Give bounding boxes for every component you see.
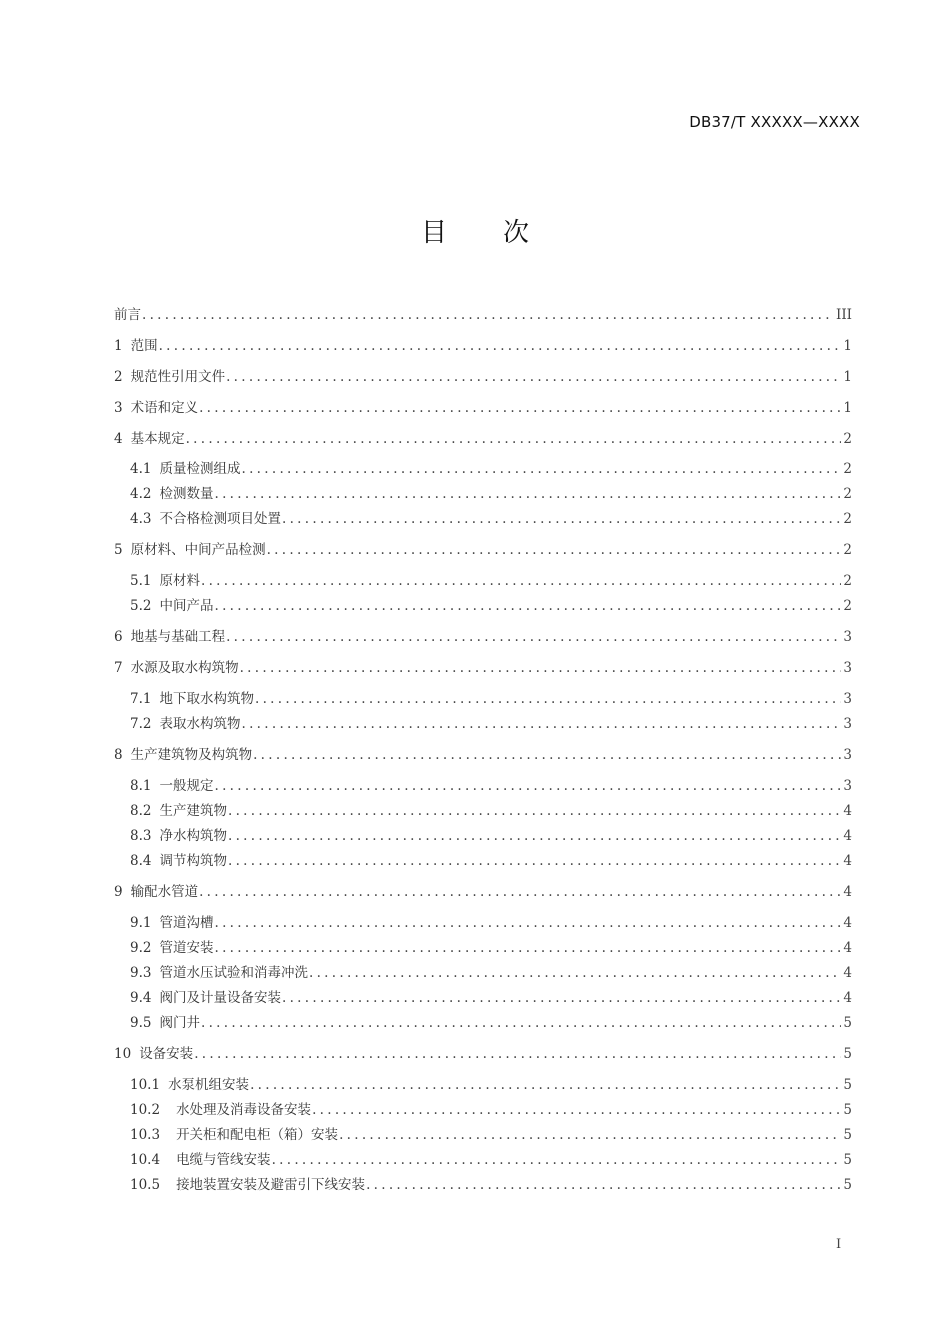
toc-entry-number: 10.4 xyxy=(130,1152,161,1168)
toc-entry-number: 10 xyxy=(114,1046,132,1062)
toc-dot-leader xyxy=(309,962,841,984)
toc-entry-number: 5.2 xyxy=(130,598,152,614)
toc-entry-number: 9.2 xyxy=(130,940,152,956)
toc-entry[interactable] xyxy=(130,1074,852,1096)
toc-entry-number: 9.4 xyxy=(130,990,152,1006)
toc-dot-leader xyxy=(201,1012,841,1034)
toc-dot-leader xyxy=(142,304,834,326)
toc-entry-label: 范围 xyxy=(130,338,158,354)
toc-entry[interactable] xyxy=(114,397,852,419)
toc-entry-label: 管道水压试验和消毒冲洗 xyxy=(159,965,308,981)
toc-entry-page: 5 xyxy=(843,1077,852,1093)
toc-dot-leader xyxy=(282,508,841,530)
toc-entry-page: 4 xyxy=(843,915,852,931)
toc-entry[interactable] xyxy=(130,825,852,847)
toc-entry-label: 生产建筑物及构筑物 xyxy=(130,747,253,763)
toc-entry-label: 生产建筑物 xyxy=(159,803,227,819)
toc-entry[interactable] xyxy=(130,850,852,872)
toc-entry-number: 9.1 xyxy=(130,915,152,931)
toc-entry-page: 5 xyxy=(843,1015,852,1031)
toc-entry-label: 接地装置安装及避雷引下线安装 xyxy=(176,1177,366,1193)
toc-entry-number: 8 xyxy=(114,747,123,763)
toc-entry-page: 4 xyxy=(843,853,852,869)
toc-entry-page: 3 xyxy=(843,660,852,676)
toc-entry-number: 10.3 xyxy=(130,1127,161,1143)
toc-entry-page: 5 xyxy=(843,1152,852,1168)
toc-entry-label: 基本规定 xyxy=(130,431,185,447)
toc-entry-page: 1 xyxy=(843,369,852,385)
toc-dot-leader xyxy=(199,397,841,419)
toc-entry-number: 10.2 xyxy=(130,1102,161,1118)
page-number: I xyxy=(836,1237,842,1252)
toc-entry[interactable] xyxy=(130,775,852,797)
toc-dot-leader xyxy=(267,539,842,561)
toc-entry-number: 4.2 xyxy=(130,486,152,502)
toc-title xyxy=(0,212,950,249)
toc-entry-page: 2 xyxy=(843,511,852,527)
toc-entry-page: 1 xyxy=(843,338,852,354)
toc-entry[interactable] xyxy=(130,1174,852,1196)
toc-dot-leader xyxy=(339,1124,841,1146)
toc-dot-leader xyxy=(228,850,841,872)
toc-dot-leader xyxy=(186,428,842,450)
toc-entry-page: III xyxy=(836,307,852,323)
toc-entry[interactable] xyxy=(130,987,852,1009)
toc-entry-page: 4 xyxy=(843,940,852,956)
toc-dot-leader xyxy=(226,626,841,648)
toc-entry-page: 1 xyxy=(843,400,852,416)
toc-entry-number: 1 xyxy=(114,338,123,354)
toc-entry-label: 调节构筑物 xyxy=(159,853,227,869)
toc-dot-leader xyxy=(272,1149,842,1171)
toc-entry-label: 地下取水构筑物 xyxy=(159,691,254,707)
toc-dot-leader xyxy=(214,595,841,617)
toc-entry-page: 2 xyxy=(843,573,852,589)
toc-entry-label: 检测数量 xyxy=(159,486,214,502)
toc-entry[interactable] xyxy=(114,626,852,648)
toc-entry[interactable] xyxy=(130,1124,852,1146)
toc-entry[interactable] xyxy=(114,539,852,561)
toc-entry[interactable] xyxy=(114,744,852,766)
toc-entry-label: 输配水管道 xyxy=(130,884,199,900)
toc-entry-label: 水处理及消毒设备安装 xyxy=(176,1102,312,1118)
toc-entry[interactable] xyxy=(130,458,852,480)
toc-entry-page: 2 xyxy=(843,431,852,447)
toc-entry-number: 7.2 xyxy=(130,716,152,732)
toc-dot-leader xyxy=(312,1099,841,1121)
toc-entry-page: 4 xyxy=(843,803,852,819)
toc-entry-page: 4 xyxy=(843,884,852,900)
toc-dot-leader xyxy=(250,1074,841,1096)
toc-entry-number: 4.3 xyxy=(130,511,152,527)
toc-entry[interactable] xyxy=(114,335,852,357)
toc-entry-label: 原材料 xyxy=(159,573,200,589)
toc-entry-number: 8.1 xyxy=(130,778,152,794)
toc-entry-number: 5 xyxy=(114,542,123,558)
toc-dot-leader xyxy=(228,825,841,847)
toc-dot-leader xyxy=(194,1043,841,1065)
toc-entry[interactable] xyxy=(130,508,852,530)
toc-entry-page: 2 xyxy=(843,486,852,502)
toc-dot-leader xyxy=(214,912,841,934)
toc-entry[interactable] xyxy=(130,912,852,934)
toc-entry-number: 9 xyxy=(114,884,123,900)
toc-dot-leader xyxy=(240,657,842,679)
toc-entry[interactable] xyxy=(130,483,852,505)
toc-entry-label: 质量检测组成 xyxy=(159,461,241,477)
toc-entry-number: 4.1 xyxy=(130,461,152,477)
toc-entry[interactable] xyxy=(130,1099,852,1121)
toc-entry-label: 中间产品 xyxy=(159,598,214,614)
toc-entry-label: 管道沟槽 xyxy=(159,915,214,931)
toc-entry[interactable] xyxy=(114,1043,852,1065)
toc-entry-label: 术语和定义 xyxy=(130,400,199,416)
toc-title-char-2: 次 xyxy=(503,218,530,248)
toc-entry[interactable] xyxy=(130,800,852,822)
toc-entry-label: 前言 xyxy=(114,307,141,323)
toc-entry[interactable] xyxy=(130,688,852,710)
toc-dot-leader xyxy=(366,1174,841,1196)
toc-entry-label: 水源及取水构筑物 xyxy=(130,660,239,676)
toc-entry-page: 3 xyxy=(843,747,852,763)
toc-entry-page: 4 xyxy=(843,965,852,981)
toc-entry[interactable] xyxy=(130,962,852,984)
toc-entry-page: 5 xyxy=(843,1046,852,1062)
toc-entry-page: 2 xyxy=(843,461,852,477)
toc-dot-leader xyxy=(241,713,841,735)
toc-entry-page: 3 xyxy=(843,629,852,645)
toc-entry-number: 8.3 xyxy=(130,828,152,844)
toc-title-char-1: 目 xyxy=(420,218,447,248)
toc-entry-label: 电缆与管线安装 xyxy=(176,1152,271,1168)
toc-entry-number: 9.3 xyxy=(130,965,152,981)
toc-entry-page: 3 xyxy=(843,778,852,794)
toc-entry[interactable] xyxy=(130,937,852,959)
toc-entry-page: 2 xyxy=(843,542,852,558)
toc-dot-leader xyxy=(226,366,841,388)
toc-entry-page: 3 xyxy=(843,691,852,707)
toc-entry-label: 阀门及计量设备安装 xyxy=(159,990,281,1006)
toc-entry-label: 开关柜和配电柜（箱）安装 xyxy=(176,1127,339,1143)
toc-entry-page: 4 xyxy=(843,990,852,1006)
toc-dot-leader xyxy=(282,987,841,1009)
toc-entry-page: 2 xyxy=(843,598,852,614)
toc-dot-leader xyxy=(253,744,841,766)
toc-entry-page: 5 xyxy=(843,1177,852,1193)
toc-dot-leader xyxy=(241,458,841,480)
toc-entry[interactable] xyxy=(114,881,852,903)
toc-entry-number: 4 xyxy=(114,431,123,447)
toc-entry-page: 5 xyxy=(843,1102,852,1118)
toc-dot-leader xyxy=(214,775,841,797)
toc-entry-number: 10.5 xyxy=(130,1177,161,1193)
toc-entry-label: 原材料、中间产品检测 xyxy=(130,542,266,558)
toc-dot-leader xyxy=(255,688,841,710)
toc-dot-leader xyxy=(201,570,841,592)
toc-dot-leader xyxy=(214,483,841,505)
toc-entry[interactable] xyxy=(130,1149,852,1171)
toc-entry-number: 3 xyxy=(114,400,123,416)
toc-entry-number: 2 xyxy=(114,369,123,385)
toc-entry-label: 设备安装 xyxy=(139,1046,194,1062)
toc-entry-label: 阀门井 xyxy=(159,1015,200,1031)
toc-entry-number: 9.5 xyxy=(130,1015,152,1031)
toc-entry-label: 水泵机组安装 xyxy=(168,1077,250,1093)
toc-dot-leader xyxy=(159,335,842,357)
toc-entry-page: 4 xyxy=(843,828,852,844)
toc-dot-leader xyxy=(228,800,841,822)
toc-entry-label: 一般规定 xyxy=(159,778,214,794)
toc-entry[interactable] xyxy=(130,595,852,617)
toc-entry-number: 8.4 xyxy=(130,853,152,869)
toc-entry[interactable] xyxy=(114,657,852,679)
toc-entry-label: 管道安装 xyxy=(159,940,214,956)
toc-entry-page: 3 xyxy=(843,716,852,732)
toc-entry-label: 规范性引用文件 xyxy=(130,369,226,385)
toc-entry[interactable] xyxy=(130,570,852,592)
toc-entry-page: 5 xyxy=(843,1127,852,1143)
toc-entry-number: 7.1 xyxy=(130,691,152,707)
toc-entry[interactable] xyxy=(114,428,852,450)
toc-entry[interactable] xyxy=(130,713,852,735)
toc-entry-number: 8.2 xyxy=(130,803,152,819)
toc-entry-number: 10.1 xyxy=(130,1077,161,1093)
document-code: DB37/T XXXXX—XXXX xyxy=(689,113,860,131)
toc-entry-number: 5.1 xyxy=(130,573,152,589)
toc-entry[interactable] xyxy=(130,1012,852,1034)
toc-entry-label: 不合格检测项目处置 xyxy=(159,511,281,527)
toc-entry[interactable] xyxy=(114,366,852,388)
toc-dot-leader xyxy=(199,881,841,903)
toc-entry-label: 净水构筑物 xyxy=(159,828,227,844)
toc-dot-leader xyxy=(214,937,841,959)
toc-entry-label: 地基与基础工程 xyxy=(130,629,226,645)
toc-entry-label: 表取水构筑物 xyxy=(159,716,241,732)
toc-entry-number: 7 xyxy=(114,660,123,676)
toc-entry[interactable] xyxy=(114,304,852,326)
toc-entry-number: 6 xyxy=(114,629,123,645)
